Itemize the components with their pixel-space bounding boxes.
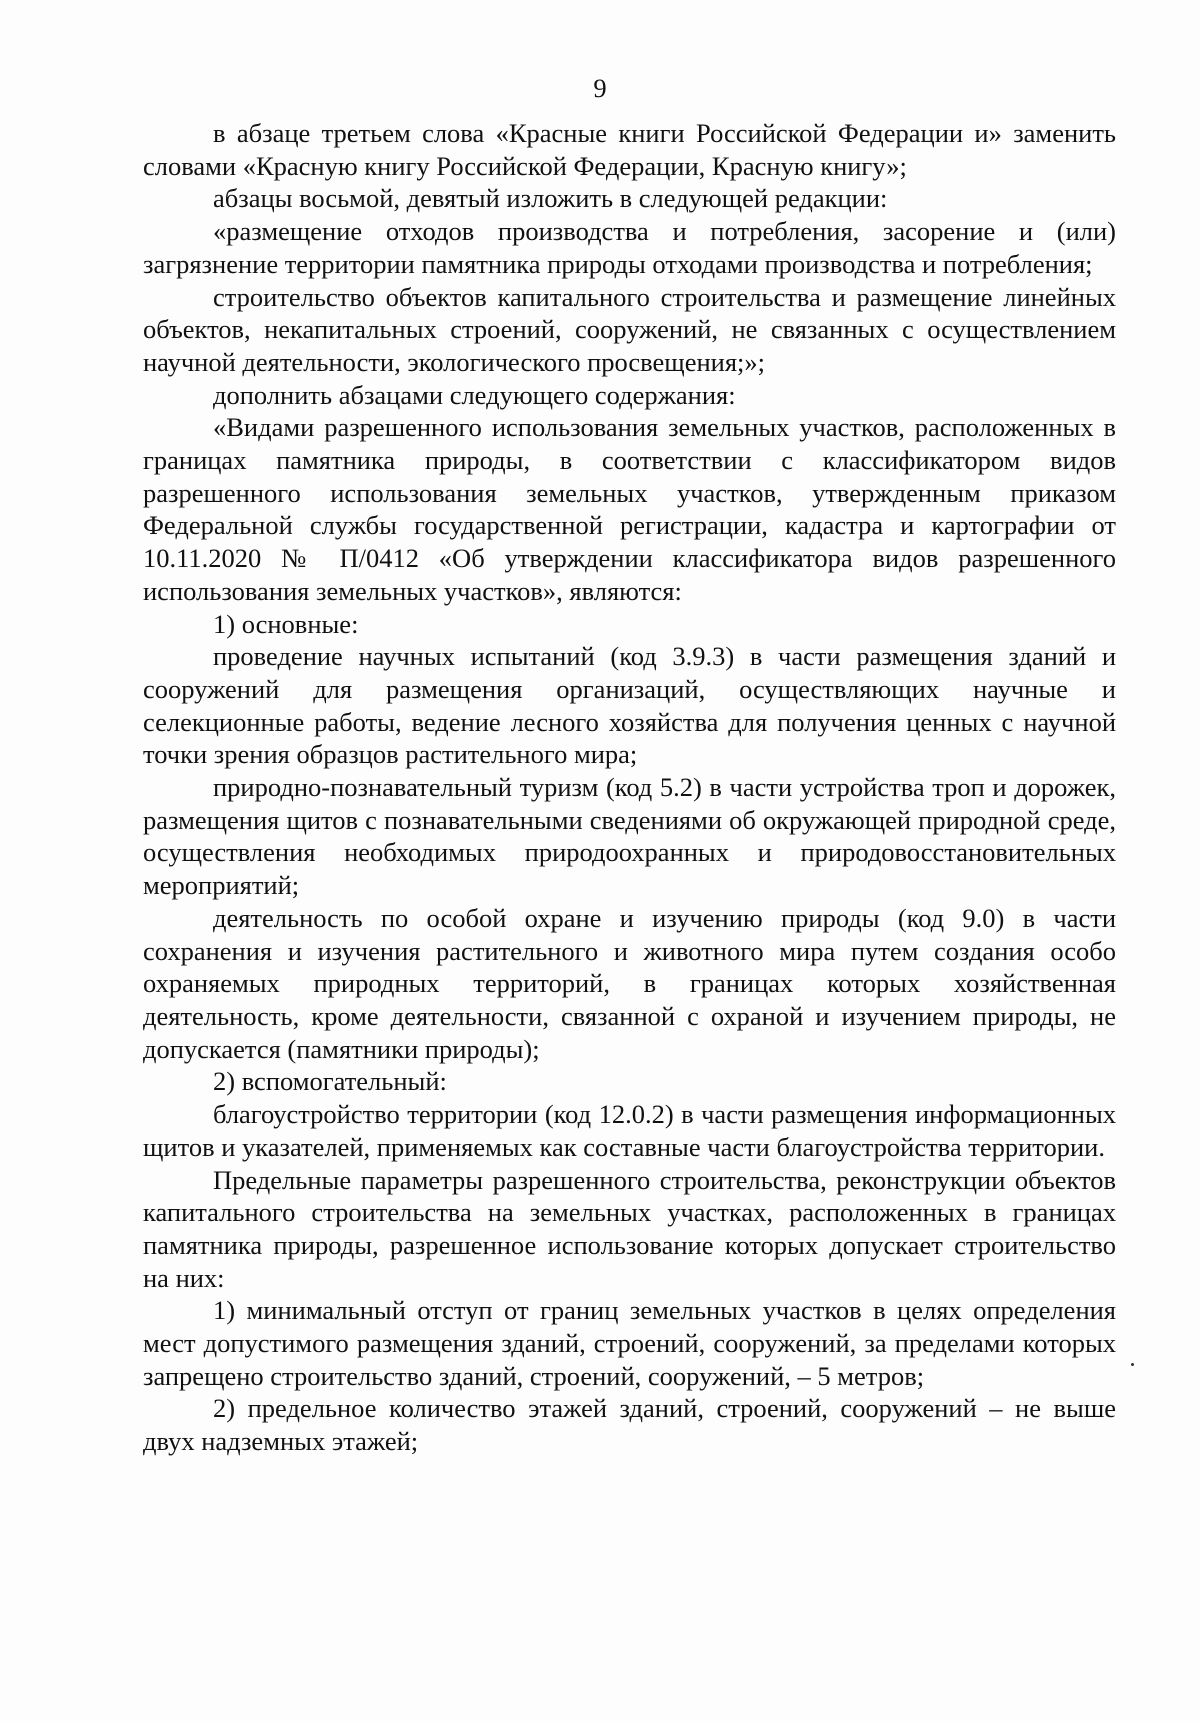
paragraph-limit-parameters: Предельные параметры разрешенного строительства, реконструкции объектов капитального строительства на земельных участках, расположенных в границах памятника природы, разрешенное использование которых допускает строительство на них: — [143, 1164, 1116, 1293]
paragraph-nature-tourism: природно-познавательный туризм (код 5.2) в части устройства троп и дорожек, размещения щитов с познавательными сведениями об окружающей природной среде, осуществления необходимых природоохранных и природовосстановительных мероприятий; — [143, 772, 1116, 901]
page-number: 9 — [593, 73, 607, 103]
paragraph-abzatsy-intro: абзацы восьмой, девятый изложить в следующей редакции: — [213, 183, 888, 214]
paragraph-auxiliary-use-heading: 2) вспомогательный: — [213, 1066, 447, 1097]
paragraph-floor-limit: 2) предельное количество этажей зданий, строений, сооружений – не выше двух надземных этажей; — [143, 1393, 1116, 1457]
document-body — [143, 117, 1116, 1458]
paragraph-waste-placement: «размещение отходов производства и потребления, засорение и (или) загрязнение территории памятника природы отходами производства и потребления; — [143, 216, 1116, 279]
paragraph-minimum-setback: 1) минимальный отступ от границ земельных участков в целях определения мест допустимого размещения зданий, строений, сооружений, за пределами которых запрещено строительство зданий, строений, сооружений, – 5 метров; — [143, 1295, 1116, 1391]
paragraph-supplement-intro: дополнить абзацами следующего содержания: — [213, 379, 736, 410]
paragraph-landscaping: благоустройство территории (код 12.0.2) в части размещения информационных щитов и указателей, применяемых как составные части благоустройства территории. — [143, 1099, 1116, 1162]
paragraph-main-uses-heading: 1) основные: — [213, 608, 359, 639]
paragraph-scientific-tests: проведение научных испытаний (код 3.9.3) в части размещения зданий и сооружений для размещения организаций, осуществляющих научные и селекционные работы, ведение лесного хозяйства для получения ценных с научной точки зрения образцов растительного мира; — [143, 641, 1116, 770]
paragraph-nature-protection: деятельность по особой охране и изучению природы (код 9.0) в части сохранения и изучения растительного и животного мира путем создания особо охраняемых природных территорий, в границах которых хозяйственная деятельность, кроме деятельности, связанной с охраной и изучением природы, не допускается (памятники природы); — [143, 902, 1116, 1064]
paragraph-capital-construction: строительство объектов капитального строительства и размещение линейных объектов, некапитальных строений, сооружений, не связанных с осуществлением научной деятельности, экологического просвещения;»; — [143, 281, 1116, 377]
paragraph-red-book-amendment: в абзаце третьем слова «Красные книги Российской Федерации и» заменить словами «Красную книгу Российской Федерации, Красную книгу»; — [143, 118, 1116, 181]
paragraph-permitted-use-types: «Видами разрешенного использования земельных участков, расположенных в границах памятника природы, в соответствии с классификатором видов разрешенного использования земельных участков, утвержденным приказом Федеральной службы государственной регистрации, кадастра и картографии от 10.11.2020 № П/0412 «Об утверждении классификатора видов разрешенного использования земельных участков», являются: — [143, 412, 1116, 606]
scan-speck — [1131, 1363, 1134, 1366]
